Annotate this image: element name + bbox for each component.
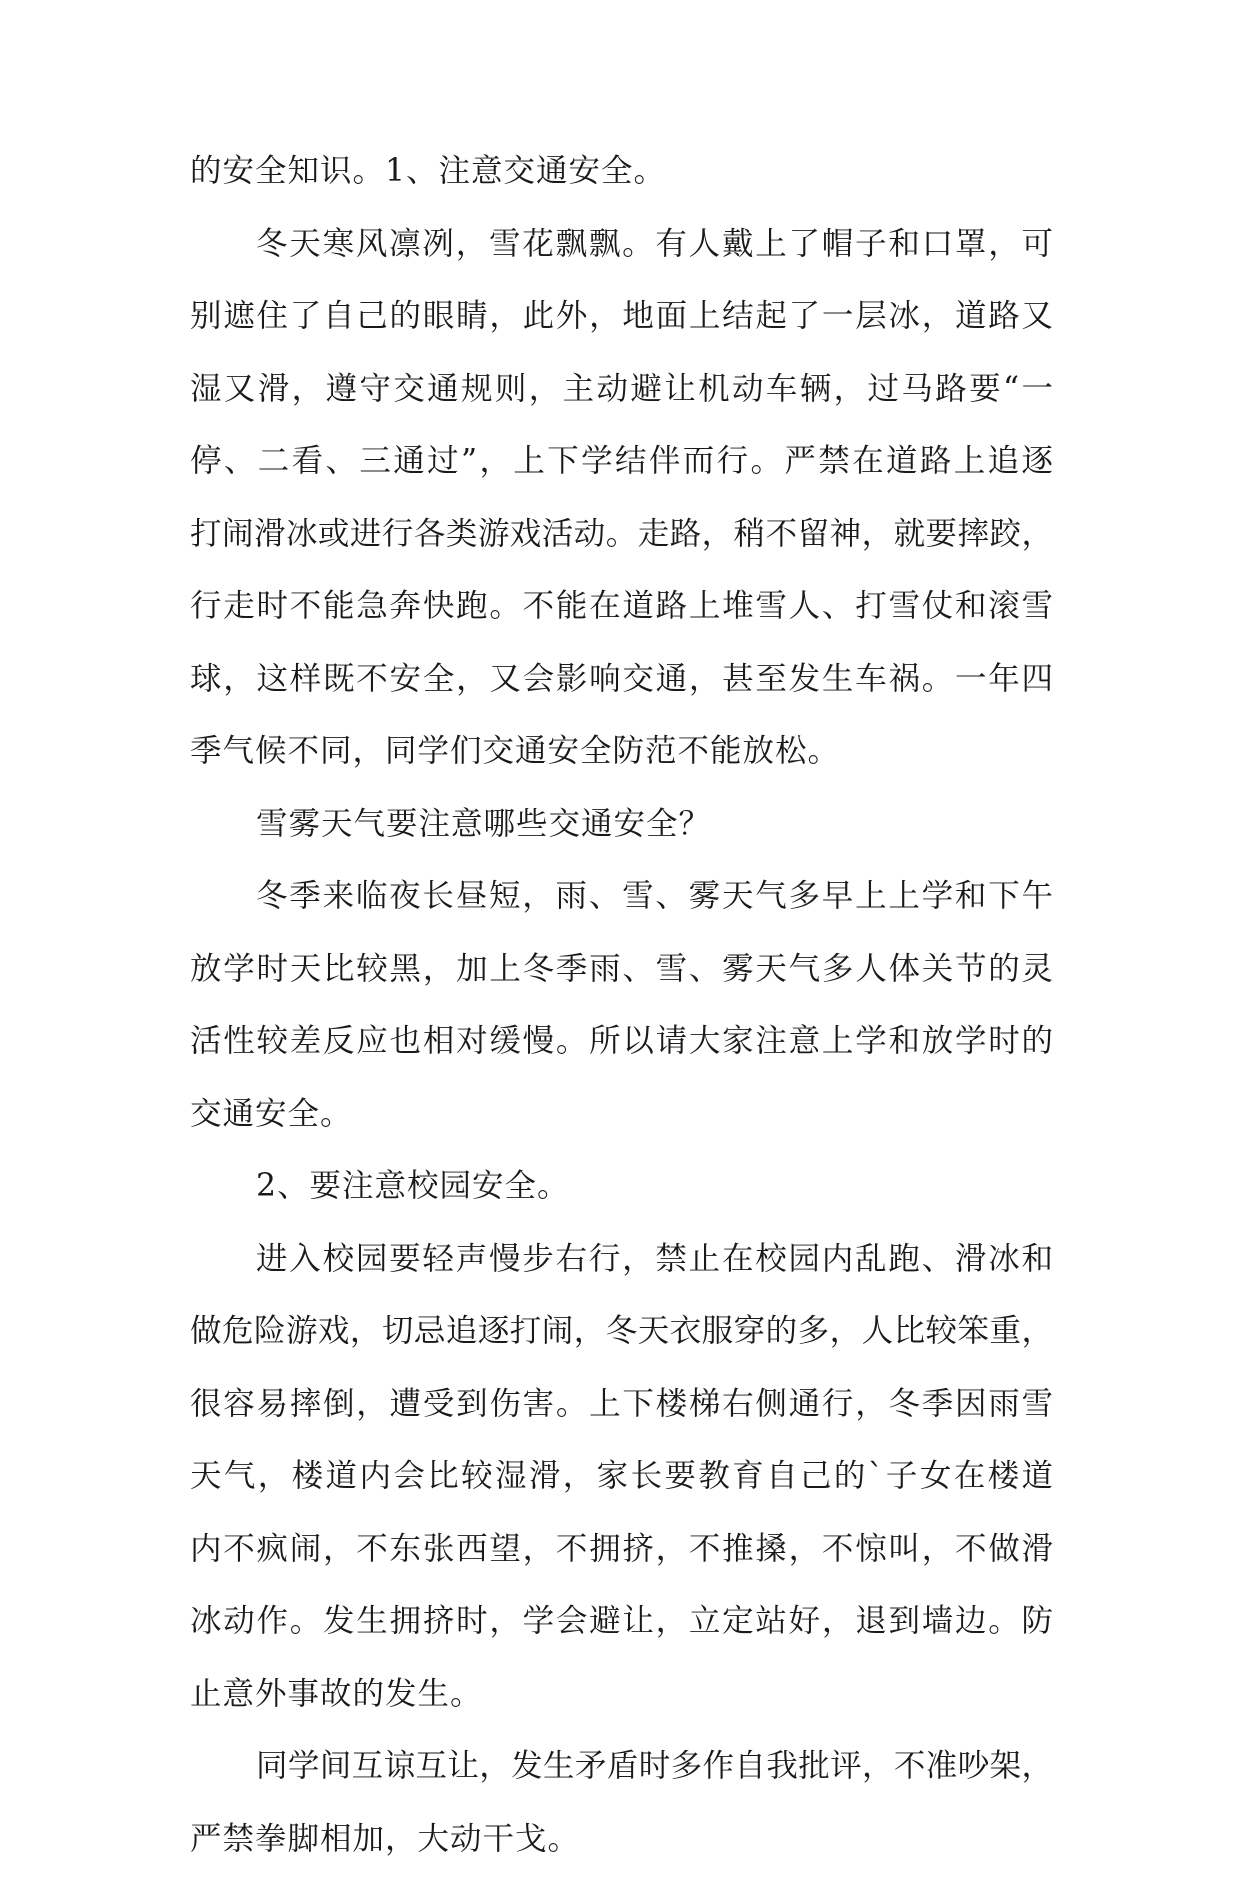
paragraph-line: 球，这样既不安全，又会影响交通，甚至发生车祸。一年四 <box>190 661 1053 734</box>
paragraph-line: 止意外事故的发生。 <box>190 1676 1053 1749</box>
paragraph-line: 季气候不同，同学们交通安全防范不能放松。 <box>190 733 1053 806</box>
document-body <box>190 153 1053 1893</box>
paragraph-line: 停、二看、三通过”，上下学结伴而行。严禁在道路上追逐 <box>190 443 1053 516</box>
paragraph-first-line: 冬季来临夜长昼短，雨、雪、雾天气多早上上学和下午 <box>190 878 1053 951</box>
paragraph-line: 天气，楼道内会比较湿滑，家长要教育自己的`子女在楼道 <box>190 1458 1053 1531</box>
paragraph-first-line: 进入校园要轻声慢步右行，禁止在校园内乱跑、滑冰和 <box>190 1241 1053 1314</box>
paragraph-line: 活性较差反应也相对缓慢。所以请大家注意上学和放学时的 <box>190 1023 1053 1096</box>
paragraph-first-line: 雪雾天气要注意哪些交通安全？ <box>190 806 1053 879</box>
paragraph-line: 的安全知识。1、注意交通安全。 <box>190 153 1053 226</box>
paragraph-first-line: 2、要注意校园安全。 <box>190 1168 1053 1241</box>
paragraph-line: 行走时不能急奔快跑。不能在道路上堆雪人、打雪仗和滚雪 <box>190 588 1053 661</box>
paragraph-first-line: 同学间互谅互让，发生矛盾时多作自我批评，不准吵架， <box>190 1748 1053 1821</box>
paragraph-line: 放学时天比较黑，加上冬季雨、雪、雾天气多人体关节的灵 <box>190 951 1053 1024</box>
paragraph-line: 冰动作。发生拥挤时，学会避让，立定站好，退到墙边。防 <box>190 1603 1053 1676</box>
paragraph-first-line: 冬天寒风凛冽，雪花飘飘。有人戴上了帽子和口罩，可 <box>190 226 1053 299</box>
paragraph-line: 内不疯闹，不东张西望，不拥挤，不推搡，不惊叫，不做滑 <box>190 1531 1053 1604</box>
paragraph-line: 别遮住了自己的眼睛，此外，地面上结起了一层冰，道路又 <box>190 298 1053 371</box>
paragraph-line: 严禁拳脚相加，大动干戈。 <box>190 1821 1053 1893</box>
paragraph-line: 打闹滑冰或进行各类游戏活动。走路，稍不留神，就要摔跤， <box>190 516 1053 589</box>
paragraph-line: 很容易摔倒，遭受到伤害。上下楼梯右侧通行，冬季因雨雪 <box>190 1386 1053 1459</box>
paragraph-line: 湿又滑，遵守交通规则，主动避让机动车辆，过马路要“一 <box>190 371 1053 444</box>
paragraph-line: 交通安全。 <box>190 1096 1053 1169</box>
paragraph-line: 做危险游戏，切忌追逐打闹，冬天衣服穿的多，人比较笨重， <box>190 1313 1053 1386</box>
